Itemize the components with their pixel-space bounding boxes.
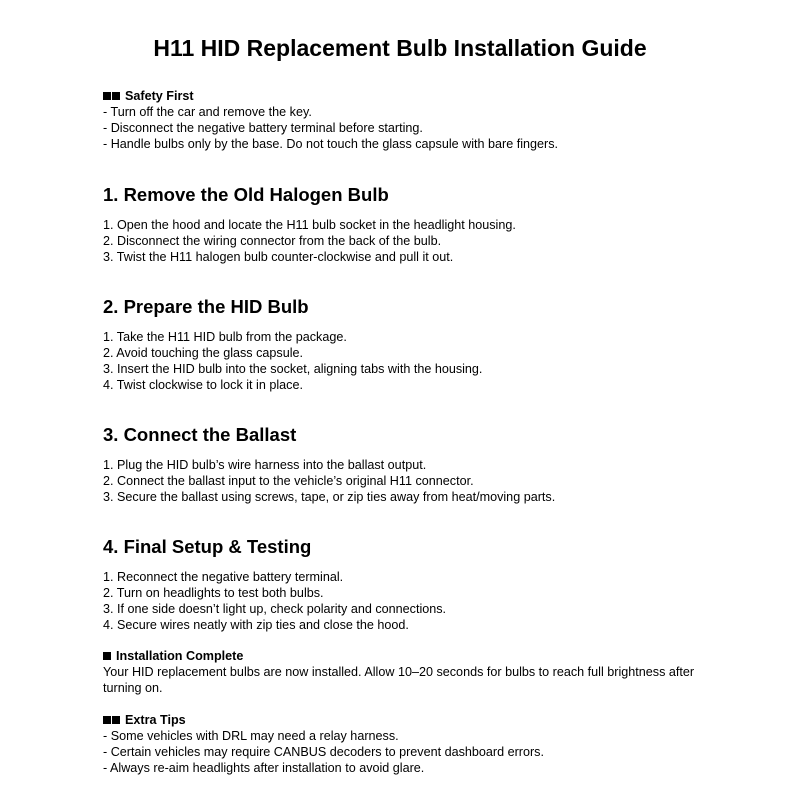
section-heading: 1. Remove the Old Halogen Bulb (103, 184, 389, 205)
tip-item: - Some vehicles with DRL may need a relay harness. (103, 729, 399, 743)
step: 1. Plug the HID bulb’s wire harness into the ballast output. (103, 458, 427, 472)
step: 3. Twist the H11 halogen bulb counter-clockwise and pull it out. (103, 250, 454, 264)
section-prepare-hid (103, 295, 723, 393)
section-connect-ballast (103, 423, 723, 505)
tips-block (103, 712, 723, 776)
step: 3. If one side doesn’t light up, check polarity and connections. (103, 602, 447, 616)
double-square-icon (103, 712, 121, 728)
safety-heading: Safety First (103, 88, 723, 104)
step: 1. Open the hood and locate the H11 bulb socket in the headlight housing. (103, 218, 516, 232)
section-heading: 2. Prepare the HID Bulb (103, 296, 309, 317)
safety-item: - Disconnect the negative battery terminal before starting. (103, 121, 423, 135)
step: 2. Turn on headlights to test both bulbs. (103, 586, 324, 600)
complete-text: Your HID replacement bulbs are now installed. Allow 10–20 seconds for bulbs to reach full brightness after turning on. (103, 665, 695, 695)
step: 3. Insert the HID bulb into the socket, aligning tabs with the housing. (103, 362, 483, 376)
section-final-setup (103, 535, 723, 633)
section-heading: 4. Final Setup & Testing (103, 536, 312, 557)
safety-item: - Handle bulbs only by the base. Do not touch the glass capsule with bare fingers. (103, 137, 559, 151)
square-icon (103, 648, 112, 664)
page-title: H11 HID Replacement Bulb Installation Guide (153, 35, 647, 61)
step: 1. Take the H11 HID bulb from the package. (103, 330, 347, 344)
section-remove-halogen (103, 183, 723, 265)
tip-item: - Always re-aim headlights after installation to avoid glare. (103, 761, 425, 775)
step: 4. Twist clockwise to lock it in place. (103, 378, 303, 392)
step: 2. Avoid touching the glass capsule. (103, 346, 304, 360)
safety-block (103, 88, 723, 152)
step: 2. Disconnect the wiring connector from the back of the bulb. (103, 234, 442, 248)
step: 2. Connect the ballast input to the vehicle’s original H11 connector. (103, 474, 474, 488)
complete-block (103, 648, 713, 696)
tips-heading: Extra Tips (103, 712, 723, 728)
complete-heading: Installation Complete (103, 648, 713, 664)
tip-item: - Certain vehicles may require CANBUS decoders to prevent dashboard errors. (103, 745, 544, 759)
step: 1. Reconnect the negative battery terminal. (103, 570, 344, 584)
double-square-icon (103, 88, 121, 104)
section-heading: 3. Connect the Ballast (103, 424, 297, 445)
safety-item: - Turn off the car and remove the key. (103, 105, 312, 119)
step: 4. Secure wires neatly with zip ties and close the hood. (103, 618, 409, 632)
step: 3. Secure the ballast using screws, tape, or zip ties away from heat/moving parts. (103, 490, 556, 504)
